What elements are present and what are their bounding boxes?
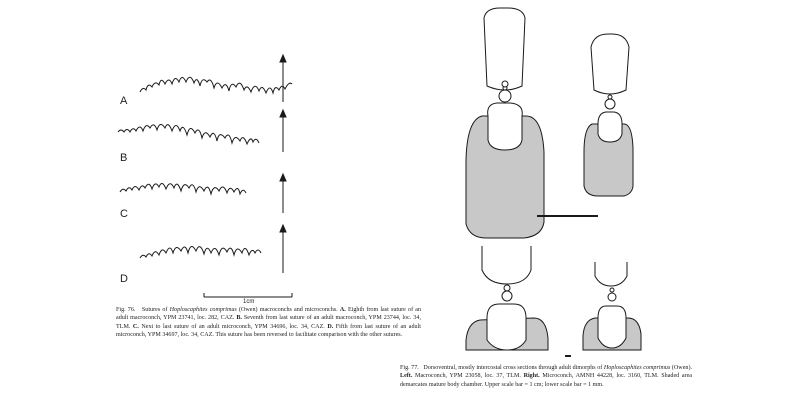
figure-77-caption: Fig. 77. Dorsoventral, mostly intercostal cross sections through adult dimorphs of Hoploscaphites comprimus (Owen). Left. Macroconch, YPM 23058, loc. 37, TLM. Right. Microconch, AMNH 44228, loc. 3160, TLM. Shaded area demarcates mature body chamber. Upper scale bar = 1 cm; lower scale bar = 1 mm. <box>400 365 693 388</box>
fig77-taxon: Hoploscaphites comprimus <box>603 365 671 371</box>
lower-right-whorl <box>595 262 627 286</box>
fig76-number: Fig. 76. <box>116 307 136 313</box>
panel-label-b: B <box>120 152 128 164</box>
panel-label-c: C <box>120 208 128 220</box>
scale-label-76: 1cm <box>243 299 255 305</box>
upper-right-whorl <box>591 34 629 94</box>
lower-right-inner-whorl <box>598 306 626 348</box>
figure-76-caption: Fig. 76. Sutures of Hoploscaphites comprimus (Owen) macroconchs and microconchs. A. Eighth from last suture of an adult macroconch, YPM 23741, loc. 282, CAZ. B. Seventh from last suture of an adult macroconch, YPM 23744, loc. 34, TLM. C. Next to last suture of an adult microconch, YPM 34696, loc. 34, CAZ. D. Fifth from last suture of an adult microconch, YPM 34697, loc. 34, CAZ. This suture has been reversed to facilitate comparison with the other sutures. <box>116 307 422 339</box>
lower-left-whorl <box>482 246 531 284</box>
fig77-number: Fig. 77. <box>400 365 419 371</box>
panel-label-a: A <box>120 95 128 107</box>
upper-left-whorl <box>484 8 525 90</box>
upper-right-inner-whorl <box>598 112 622 142</box>
upper-right-core <box>605 99 615 109</box>
panel-label-d: D <box>120 273 128 285</box>
upper-left-core <box>499 90 511 102</box>
upper-left-inner-whorl <box>488 103 523 150</box>
fig76-taxon: Hoploscaphites comprimus <box>169 307 237 313</box>
lower-left-inner-whorl <box>487 304 526 350</box>
